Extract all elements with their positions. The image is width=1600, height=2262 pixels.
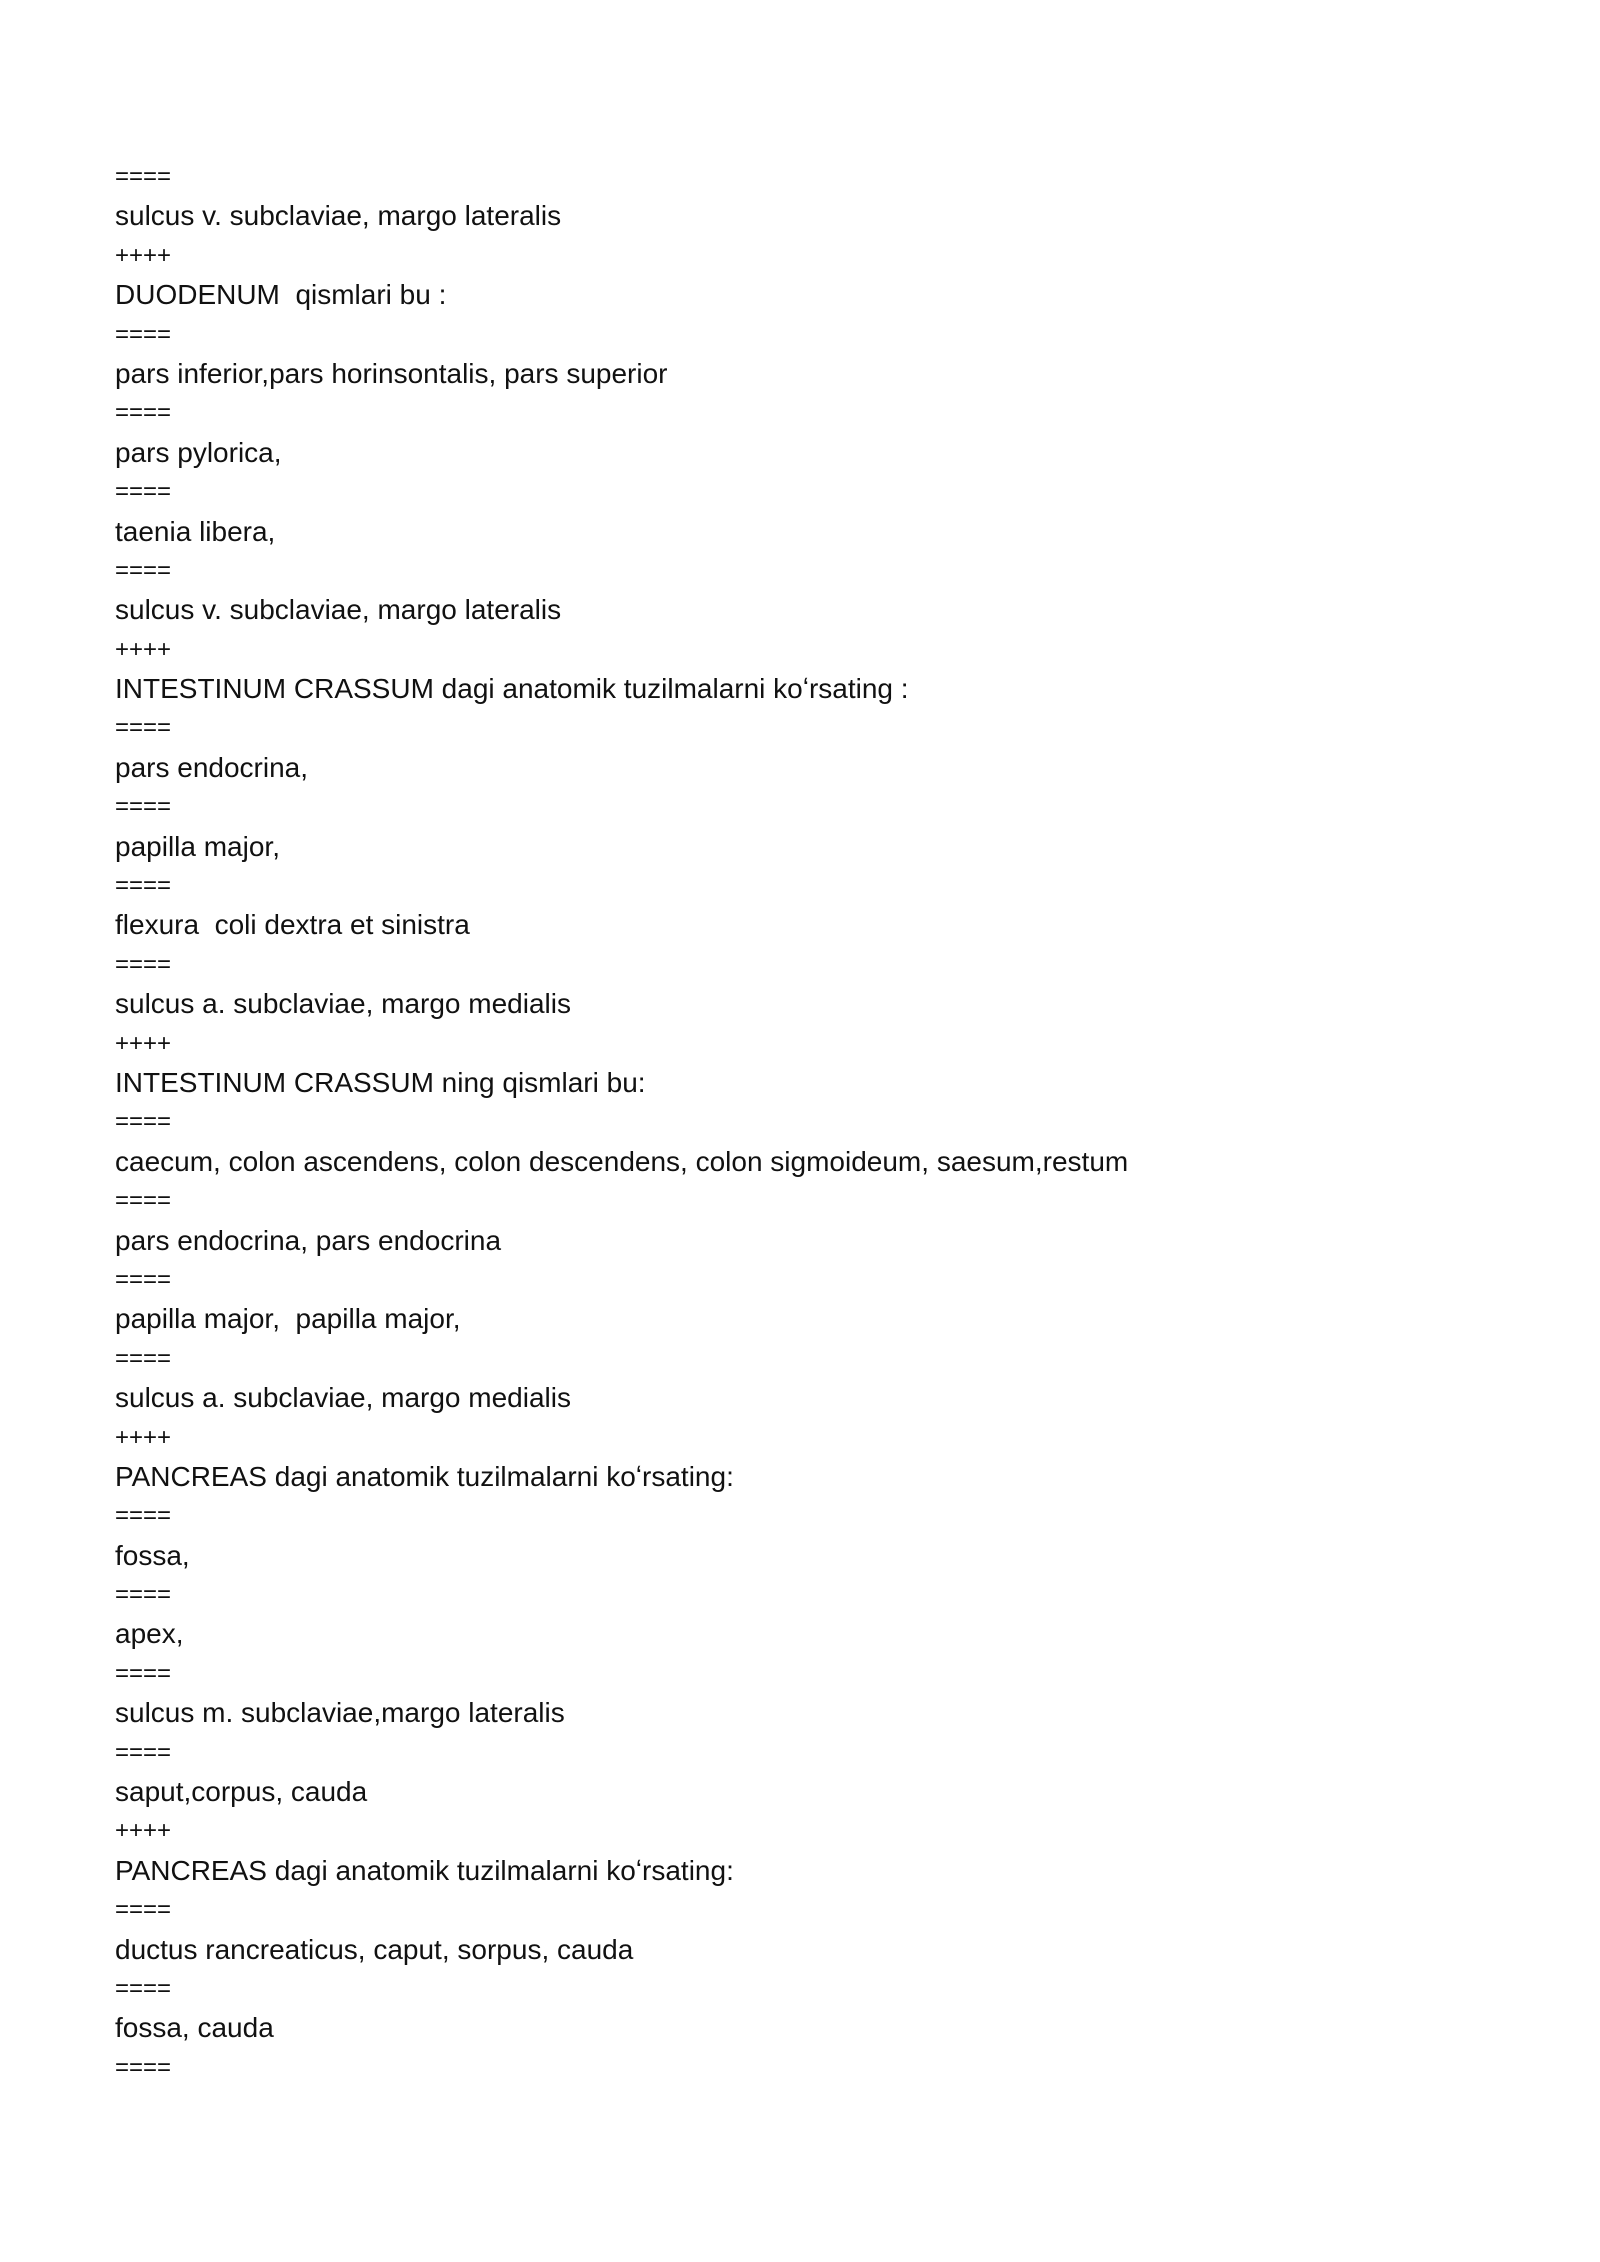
separator-line: ====	[115, 399, 172, 427]
separator-line: ====	[115, 1502, 172, 1530]
separator-line: ++++	[115, 1029, 172, 1057]
text-line: pars inferior,pars horinsontalis, pars superior	[115, 357, 668, 389]
separator-line: ====	[115, 1659, 172, 1687]
text-line: apex,	[115, 1618, 184, 1650]
text-line: ductus rancreaticus, caput, sorpus, cauda	[115, 1933, 634, 1965]
separator-line: ====	[115, 793, 172, 821]
separator-line: ====	[115, 1108, 172, 1136]
text-line: PANCREAS dagi anatomik tuzilmalarni koʻrsating:	[115, 1460, 734, 1492]
separator-line: ====	[115, 1974, 172, 2002]
text-line: PANCREAS dagi anatomik tuzilmalarni koʻrsating:	[115, 1854, 734, 1886]
document-body	[115, 157, 1515, 2087]
text-line: sulcus v. subclaviae, margo lateralis	[115, 594, 562, 626]
separator-line: ====	[115, 1187, 172, 1215]
separator-line: ====	[115, 1265, 172, 1293]
separator-line: ====	[115, 950, 172, 978]
text-line: papilla major, papilla major,	[115, 1303, 461, 1335]
separator-line: ====	[115, 714, 172, 742]
text-line: INTESTINUM CRASSUM dagi anatomik tuzilmalarni koʻrsating :	[115, 673, 909, 705]
separator-line: ====	[115, 1738, 172, 1766]
text-line: taenia libera,	[115, 515, 276, 547]
separator-line: ====	[115, 320, 172, 348]
text-line: pars pylorica,	[115, 436, 282, 468]
text-line: flexura coli dextra et sinistra	[115, 909, 470, 941]
text-line: fossa, cauda	[115, 2012, 274, 2044]
text-line: caecum, colon ascendens, colon descendens, colon sigmoideum, saesum,restum	[115, 1145, 1129, 1177]
separator-line: ++++	[115, 1423, 172, 1451]
separator-line: ====	[115, 1581, 172, 1609]
text-line: pars endocrina, pars endocrina	[115, 1224, 502, 1256]
text-line: sulcus a. subclaviae, margo medialis	[115, 988, 571, 1020]
text-line: papilla major,	[115, 830, 280, 862]
separator-line: ====	[115, 163, 172, 190]
text-line: sulcus v. subclaviae, margo lateralis	[115, 200, 562, 232]
separator-line: ====	[115, 556, 172, 584]
separator-line: ====	[115, 478, 172, 506]
separator-line: ++++	[115, 1817, 172, 1845]
separator-line: ====	[115, 872, 172, 900]
text-line: DUODENUM qismlari bu :	[115, 279, 447, 311]
separator-line: ++++	[115, 635, 172, 663]
separator-line: ====	[115, 1344, 172, 1372]
text-line: INTESTINUM CRASSUM ning qismlari bu:	[115, 1066, 646, 1098]
separator-line: ++++	[115, 241, 172, 269]
separator-line: ====	[115, 2053, 172, 2081]
text-line: sulcus m. subclaviae,margo lateralis	[115, 1697, 565, 1729]
separator-line: ====	[115, 1896, 172, 1924]
text-line: sulcus a. subclaviae, margo medialis	[115, 1382, 571, 1414]
text-line: saput,corpus, cauda	[115, 1776, 368, 1808]
text-line: fossa,	[115, 1539, 190, 1571]
text-line: pars endocrina,	[115, 751, 309, 783]
